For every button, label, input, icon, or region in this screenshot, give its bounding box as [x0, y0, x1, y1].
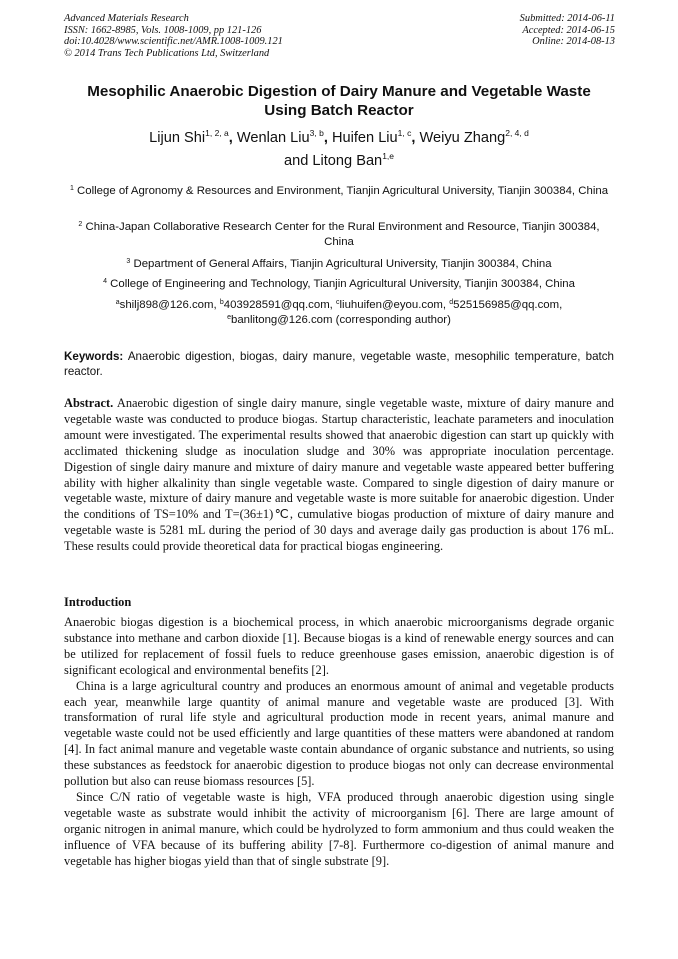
paper-title — [40, 82, 638, 120]
affiliation-number: 2 — [78, 221, 83, 228]
author-affil-sup: 2, 4, d — [505, 128, 529, 138]
email-sup: b — [219, 299, 224, 306]
affiliation-1 — [64, 184, 614, 199]
author-affil-sup: 1, 2, a — [205, 128, 229, 138]
author-separator: , — [323, 130, 328, 146]
author-name: Wenlan Liu — [236, 130, 310, 146]
author-name: Litong Ban — [312, 153, 383, 169]
dates-header — [520, 13, 615, 48]
affiliation-4 — [64, 277, 614, 292]
email-address: 525156985@qq.com, — [453, 299, 563, 311]
introduction-body — [64, 615, 614, 870]
author-conjunction: and — [283, 153, 309, 169]
affiliation-number: 4 — [103, 278, 107, 285]
email-list — [64, 298, 614, 328]
email-sup: e — [227, 314, 231, 321]
affiliation-2 — [64, 220, 614, 250]
author-name: Huifen Liu — [331, 130, 398, 146]
email-address: shilj898@126.com, — [119, 299, 217, 311]
section-heading-introduction: Introduction — [64, 595, 132, 609]
email-sup: d — [449, 299, 454, 306]
email-address: banlitong@126.com (corresponding author) — [231, 314, 451, 326]
abstract-label: Abstract. — [64, 396, 114, 410]
author-affil-sup: 1, c — [397, 128, 412, 138]
abstract-block — [64, 396, 614, 555]
online-date: Online: 2014-08-13 — [532, 36, 615, 48]
affiliation-text: College of Engineering and Technology, Tianjin Agricultural University, Tianjin 300384, China — [110, 278, 575, 290]
journal-name: Advanced Materials Research — [64, 13, 189, 24]
copyright-line: © 2014 Trans Tech Publications Ltd, Switzerland — [64, 47, 270, 59]
email-sup: a — [115, 299, 120, 306]
accepted-date: Accepted: 2014-06-15 — [522, 24, 615, 36]
email-address: 403928591@qq.com, — [223, 299, 333, 311]
keywords-label: Keywords: — [64, 350, 124, 363]
affiliation-text: College of Agronomy & Resources and Environment, Tianjin Agricultural University, Tianjin 300384, China — [77, 185, 609, 197]
affiliation-text: China-Japan Collaborative Research Center for the Rural Environment and Resource, Tianjin 300384, China — [85, 221, 600, 248]
journal-header — [64, 13, 283, 59]
keywords-block — [64, 349, 614, 379]
email-sup: c — [336, 299, 340, 306]
paragraph: China is a large agricultural country and produces an enormous amount of animal and vegetable products each year, meanwhile large quantity of animal manure and vegetable waste are produced [3]. With transformation of rural life style and agricultural production mode in recent years, animal manure and vegetable waste could not be used efficiently and large quantities of these matters were abandoned at random [4]. In fact animal manure and vegetable waste contain abundance of organic substance and nutrients, so using these substances as feedstock for anaerobic digestion to produce biogas not only can decrease environmental pollution but also can reuse biomass resources [5]. — [64, 678, 614, 789]
affiliation-number: 1 — [69, 185, 74, 192]
author-separator: , — [228, 130, 233, 146]
issn-line: ISSN: 1662-8985, Vols. 1008-1009, pp 121-126 — [64, 24, 262, 36]
paragraph: Anaerobic biogas digestion is a biochemical process, in which anaerobic microorganisms degrade organic substance into methane and carbon dioxide [1]. Because biogas is a kind of renewable energy sources and can be utilized for replacement of fossil fuels to reduce greenhouse gases emission, anaerobic digestion is of significant ecological and environmental benefits [2]. — [64, 615, 614, 677]
author-name: Lijun Shi — [149, 130, 206, 146]
author-list — [60, 127, 618, 173]
abstract-text: Anaerobic digestion of single dairy manure, single vegetable waste, mixture of dairy manure and vegetable waste was conducted to produce biogas. Startup characteristic, leachate parameters and inoculation amount were investigated. The experimental results showed that anaerobic digestion can start up quickly with acclimated thickening sludge as inoculation sludge and 30% was appropriate inoculation percentage. Digestion of single dairy manure and mixture of dairy manure and vegetable waste appeared better buffering ability with higher alkalinity than single vegetable waste. Compared to single digestion of dairy manure or vegetable waste, mixture of dairy manure and vegetable waste is more suitable for anaerobic digestion. Under the conditions of TS=10% and T=(36±1)℃, cumulative biogas production of mixture of dairy manure and vegetable waste is 5281 mL during the period of 30 days and average daily gas production is about 176 mL. These results could provide theoretical data for practical biogas engineering. — [64, 396, 614, 554]
title-line-1: Mesophilic Anaerobic Digestion of Dairy Manure and Vegetable Waste — [87, 83, 591, 100]
author-name: Weiyu Zhang — [419, 130, 506, 146]
keywords-text: Anaerobic digestion, biogas, dairy manure, vegetable waste, mesophilic temperature, batch reactor. — [64, 350, 614, 378]
email-address: liuhuifen@eyou.com, — [339, 299, 447, 311]
title-line-2: Using Batch Reactor — [264, 102, 414, 119]
paragraph: Since C/N ratio of vegetable waste is high, VFA produced through anaerobic digestion using single vegetable waste as substrate would inhibit the activity of microorganism [6]. There are large amount of organic nitrogen in animal manure, which could be hydrolyzed to form ammonium and thus could weaken the influence of VFA because of its buffering ability [7-8]. Furthermore co-digestion of animal manure and vegetable has higher biogas yield than that of single substrate [9]. — [64, 789, 614, 868]
doi-line: doi:10.4028/www.scientific.net/AMR.1008-1009.121 — [64, 36, 283, 48]
affiliation-3 — [64, 257, 614, 272]
author-affil-sup: 3, b — [309, 128, 324, 138]
author-affil-sup: 1,e — [382, 151, 395, 161]
submitted-date: Submitted: 2014-06-11 — [519, 13, 615, 24]
affiliation-number: 3 — [126, 258, 131, 265]
affiliation-text: Department of General Affairs, Tianjin Agricultural University, Tianjin 300384, China — [133, 258, 552, 270]
author-separator: , — [411, 130, 416, 146]
